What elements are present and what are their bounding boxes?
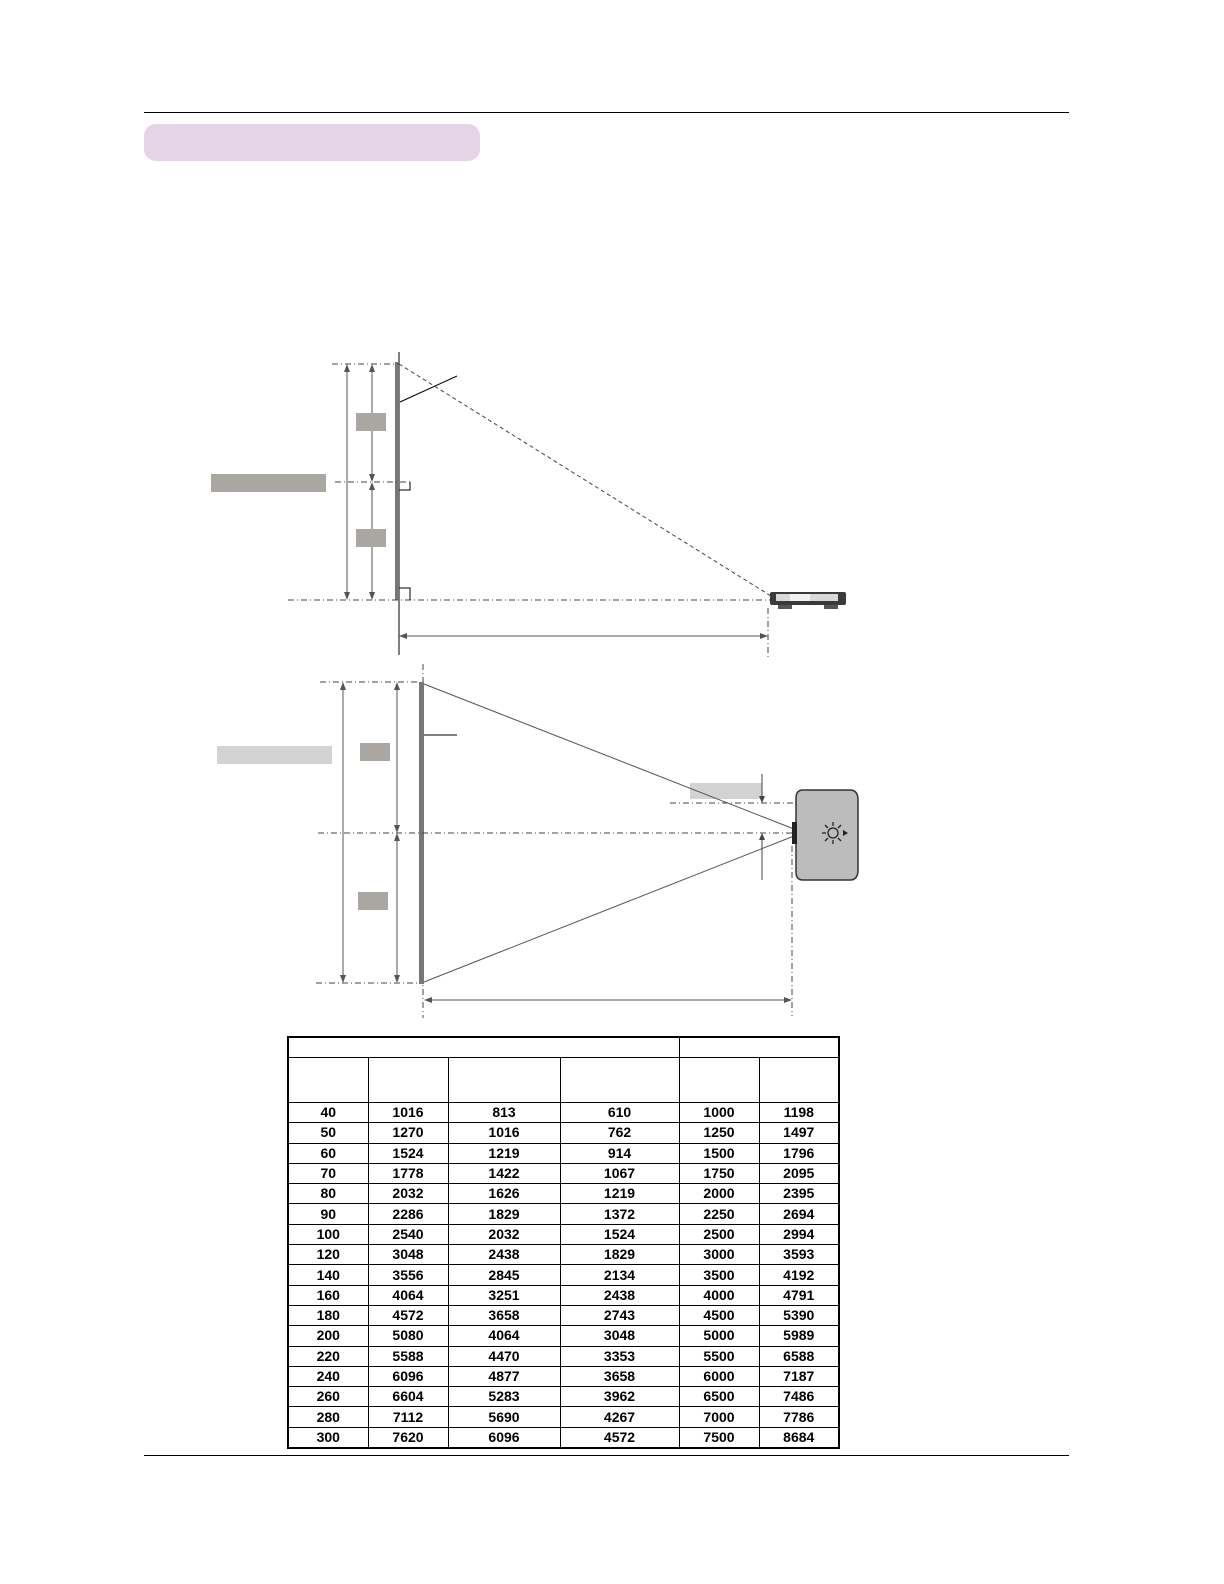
table-row <box>288 1123 839 1143</box>
table-cell: 6588 <box>759 1346 839 1366</box>
table-cell: 3593 <box>759 1245 839 1265</box>
table-row <box>288 1427 839 1448</box>
table-cell: 1829 <box>448 1204 560 1224</box>
top-view-diagram <box>217 664 858 1018</box>
table-cell: 7187 <box>759 1366 839 1386</box>
side-upper-arrow-top <box>369 364 375 372</box>
top-projection-ray-upper <box>424 684 794 829</box>
top-width-arrow-bottom <box>340 975 346 983</box>
table-group-header-left <box>288 1037 679 1058</box>
table-row <box>288 1285 839 1305</box>
top-upper-label-box <box>360 743 390 761</box>
table-cell: 3048 <box>560 1326 679 1346</box>
table-cell: 7112 <box>368 1407 448 1427</box>
top-width-arrow-top <box>340 682 346 690</box>
table-cell: 4500 <box>679 1305 759 1325</box>
table-cell: 7000 <box>679 1407 759 1427</box>
table-row <box>288 1224 839 1244</box>
table-cell: 1497 <box>759 1123 839 1143</box>
table-cell: 220 <box>288 1346 368 1366</box>
table-row <box>288 1387 839 1407</box>
table-cell: 7500 <box>679 1427 759 1448</box>
table-cell: 5390 <box>759 1305 839 1325</box>
table-cell: 160 <box>288 1285 368 1305</box>
table-cell: 7486 <box>759 1387 839 1407</box>
table-cell: 2250 <box>679 1204 759 1224</box>
table-cell: 1016 <box>448 1123 560 1143</box>
side-view-diagram <box>211 352 846 660</box>
table-cell: 8684 <box>759 1427 839 1448</box>
table-cell: 5588 <box>368 1346 448 1366</box>
side-screen-surface <box>395 362 399 600</box>
side-screen-size-label-box <box>211 474 326 492</box>
side-upper-arrow-bottom <box>369 474 375 482</box>
table-row <box>288 1326 839 1346</box>
top-upper-arrow-bottom <box>394 825 400 833</box>
table-cell: 5989 <box>759 1326 839 1346</box>
side-distance-arrow-right <box>760 633 768 639</box>
table-row <box>288 1204 839 1224</box>
table-column-header <box>448 1058 560 1103</box>
table-cell: 762 <box>560 1123 679 1143</box>
side-screen-leader-line <box>400 376 457 402</box>
side-height-arrow-bottom <box>344 592 350 600</box>
table-cell: 1016 <box>368 1103 448 1123</box>
table-cell: 50 <box>288 1123 368 1143</box>
table-cell: 6096 <box>448 1427 560 1448</box>
table-cell: 2134 <box>560 1265 679 1285</box>
table-cell: 1219 <box>448 1143 560 1163</box>
top-offset-arrow-upper <box>759 796 765 803</box>
table-cell: 1626 <box>448 1184 560 1204</box>
table-cell: 180 <box>288 1305 368 1325</box>
table-cell: 2095 <box>759 1163 839 1183</box>
table-cell: 300 <box>288 1427 368 1448</box>
table-cell: 2994 <box>759 1224 839 1244</box>
table-cell: 5000 <box>679 1326 759 1346</box>
table-cell: 1796 <box>759 1143 839 1163</box>
side-right-angle-mark-floor <box>399 588 410 600</box>
table-cell: 4791 <box>759 1285 839 1305</box>
table-cell: 1270 <box>368 1123 448 1143</box>
side-projection-ray <box>399 364 771 596</box>
table-row <box>288 1245 839 1265</box>
table-column-header <box>288 1058 368 1103</box>
table-cell: 3048 <box>368 1245 448 1265</box>
top-lower-label-box <box>358 892 388 910</box>
table-cell: 2743 <box>560 1305 679 1325</box>
table-cell: 4470 <box>448 1346 560 1366</box>
table-cell: 5283 <box>448 1387 560 1407</box>
table-row <box>288 1407 839 1427</box>
table-cell: 3962 <box>560 1387 679 1407</box>
table-cell: 1000 <box>679 1103 759 1123</box>
table-cell: 240 <box>288 1366 368 1386</box>
table-cell: 1778 <box>368 1163 448 1183</box>
table-cell: 1524 <box>560 1224 679 1244</box>
table-cell: 3658 <box>560 1366 679 1386</box>
top-distance-arrow-right <box>784 997 792 1003</box>
table-cell: 7786 <box>759 1407 839 1427</box>
top-lower-arrow-top <box>394 833 400 841</box>
table-cell: 2286 <box>368 1204 448 1224</box>
table-cell: 6604 <box>368 1387 448 1407</box>
side-projector-icon <box>770 592 846 609</box>
table-row <box>288 1265 839 1285</box>
table-cell: 4572 <box>560 1427 679 1448</box>
table-cell: 4064 <box>448 1326 560 1346</box>
projection-distance-table <box>287 1036 840 1449</box>
table-cell: 610 <box>560 1103 679 1123</box>
table-cell: 6500 <box>679 1387 759 1407</box>
top-projector-icon <box>792 790 858 880</box>
table-row <box>288 1366 839 1386</box>
table-cell: 1067 <box>560 1163 679 1183</box>
table-cell: 2500 <box>679 1224 759 1244</box>
table-cell: 1524 <box>368 1143 448 1163</box>
table-cell: 60 <box>288 1143 368 1163</box>
side-right-angle-mark-center <box>399 482 410 490</box>
projection-distance-table-wrapper <box>287 1036 840 1449</box>
table-cell: 5690 <box>448 1407 560 1427</box>
top-screen-size-label-box <box>217 746 332 764</box>
table-column-header <box>759 1058 839 1103</box>
table-cell: 120 <box>288 1245 368 1265</box>
table-cell: 813 <box>448 1103 560 1123</box>
table-cell: 5500 <box>679 1346 759 1366</box>
table-cell: 140 <box>288 1265 368 1285</box>
table-cell: 70 <box>288 1163 368 1183</box>
table-cell: 90 <box>288 1204 368 1224</box>
table-cell: 1422 <box>448 1163 560 1183</box>
table-cell: 3000 <box>679 1245 759 1265</box>
table-cell: 80 <box>288 1184 368 1204</box>
table-cell: 40 <box>288 1103 368 1123</box>
side-lower-arrow-bottom <box>369 592 375 600</box>
table-cell: 2395 <box>759 1184 839 1204</box>
table-cell: 4192 <box>759 1265 839 1285</box>
table-cell: 2694 <box>759 1204 839 1224</box>
table-cell: 4572 <box>368 1305 448 1325</box>
top-lower-arrow-bottom <box>394 975 400 983</box>
table-column-header <box>560 1058 679 1103</box>
table-row <box>288 1346 839 1366</box>
table-cell: 2032 <box>448 1224 560 1244</box>
table-cell: 1500 <box>679 1143 759 1163</box>
table-cell: 3658 <box>448 1305 560 1325</box>
table-cell: 2032 <box>368 1184 448 1204</box>
table-row <box>288 1103 839 1123</box>
side-lower-arrow-top <box>369 482 375 490</box>
table-column-header <box>679 1058 759 1103</box>
side-lower-label-box <box>356 529 386 547</box>
table-cell: 3500 <box>679 1265 759 1285</box>
table-cell: 2438 <box>448 1245 560 1265</box>
table-cell: 7620 <box>368 1427 448 1448</box>
table-cell: 1829 <box>560 1245 679 1265</box>
table-cell: 1250 <box>679 1123 759 1143</box>
table-cell: 5080 <box>368 1326 448 1346</box>
table-row <box>288 1305 839 1325</box>
table-row <box>288 1143 839 1163</box>
table-column-header <box>368 1058 448 1103</box>
side-upper-label-box <box>356 413 386 431</box>
table-cell: 6000 <box>679 1366 759 1386</box>
table-cell: 1750 <box>679 1163 759 1183</box>
table-row <box>288 1184 839 1204</box>
top-offset-label-box <box>690 783 762 799</box>
table-cell: 4267 <box>560 1407 679 1427</box>
table-cell: 2540 <box>368 1224 448 1244</box>
table-cell: 914 <box>560 1143 679 1163</box>
top-distance-arrow-left <box>424 997 432 1003</box>
table-cell: 2000 <box>679 1184 759 1204</box>
table-cell: 4877 <box>448 1366 560 1386</box>
table-cell: 3556 <box>368 1265 448 1285</box>
table-cell: 6096 <box>368 1366 448 1386</box>
table-cell: 3251 <box>448 1285 560 1305</box>
table-cell: 200 <box>288 1326 368 1346</box>
table-cell: 260 <box>288 1387 368 1407</box>
table-group-header-row <box>288 1037 839 1058</box>
side-height-arrow-top <box>344 364 350 372</box>
top-upper-arrow-top <box>394 682 400 690</box>
top-offset-arrow-lower <box>759 833 765 840</box>
table-cell: 4000 <box>679 1285 759 1305</box>
table-cell: 2438 <box>560 1285 679 1305</box>
table-row <box>288 1163 839 1183</box>
table-cell: 280 <box>288 1407 368 1427</box>
table-cell: 1372 <box>560 1204 679 1224</box>
top-projection-ray-lower <box>424 836 794 982</box>
side-distance-arrow-left <box>399 633 407 639</box>
table-cell: 100 <box>288 1224 368 1244</box>
bottom-rule <box>144 1455 1069 1456</box>
table-cell: 1219 <box>560 1184 679 1204</box>
table-cell: 4064 <box>368 1285 448 1305</box>
table-group-header-right <box>679 1037 839 1058</box>
table-cell: 2845 <box>448 1265 560 1285</box>
table-cell: 3353 <box>560 1346 679 1366</box>
table-cell: 1198 <box>759 1103 839 1123</box>
table-column-header-row <box>288 1058 839 1103</box>
